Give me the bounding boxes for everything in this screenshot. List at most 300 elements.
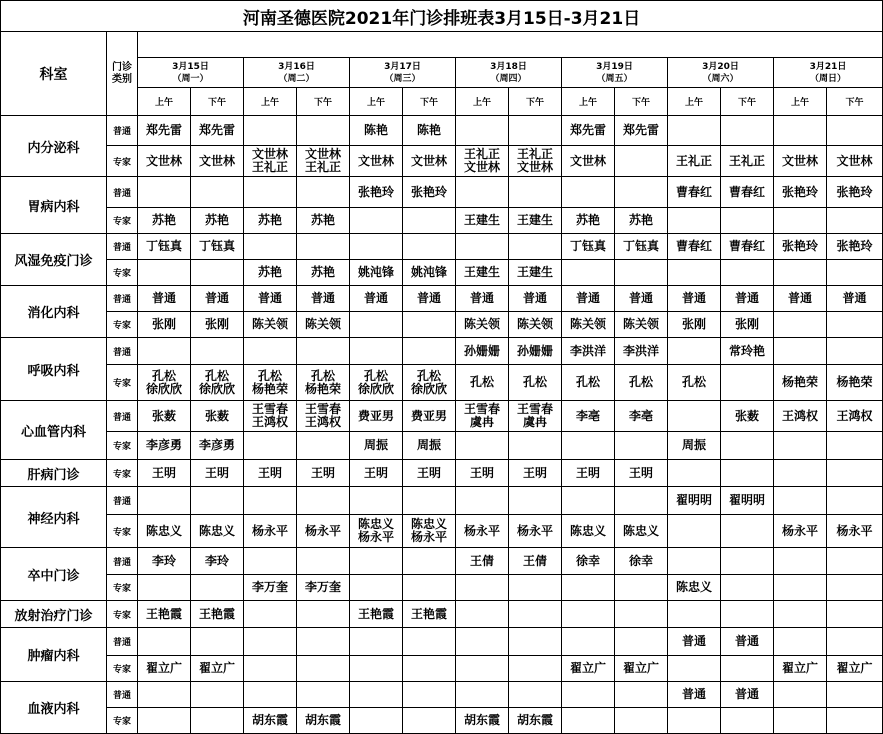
schedule-cell: 陈忠义 xyxy=(562,515,615,548)
schedule-cell xyxy=(191,708,244,734)
schedule-cell xyxy=(403,656,456,682)
schedule-cell: 孔松 xyxy=(562,365,615,401)
schedule-cell: 陈关领 xyxy=(562,312,615,338)
schedule-cell xyxy=(668,208,721,234)
schedule-cell xyxy=(668,601,721,628)
schedule-cell xyxy=(456,656,509,682)
schedule-cell xyxy=(615,601,668,628)
schedule-cell xyxy=(191,260,244,286)
schedule-cell xyxy=(191,487,244,515)
clinic-type: 普通 xyxy=(107,487,138,515)
schedule-cell xyxy=(403,312,456,338)
schedule-cell: 孔松 徐欣欣 xyxy=(191,365,244,401)
schedule-cell: 王礼正 文世林 xyxy=(509,146,562,177)
schedule-cell xyxy=(615,177,668,208)
schedule-cell xyxy=(244,628,297,656)
schedule-cell xyxy=(827,548,883,575)
table-row xyxy=(1,401,883,432)
schedule-cell: 张艳玲 xyxy=(774,177,827,208)
schedule-cell: 张刚 xyxy=(191,312,244,338)
schedule-cell xyxy=(562,601,615,628)
pm-header: 下午 xyxy=(827,88,883,116)
schedule-cell xyxy=(138,575,191,601)
schedule-cell xyxy=(562,628,615,656)
schedule-cell xyxy=(615,575,668,601)
department-name: 肿瘤内科 xyxy=(1,628,107,682)
schedule-cell: 孙姗姗 xyxy=(456,338,509,365)
schedule-cell xyxy=(244,234,297,260)
schedule-cell xyxy=(244,682,297,708)
clinic-type: 专家 xyxy=(107,656,138,682)
schedule-cell xyxy=(509,601,562,628)
schedule-cell: 王雪春 虞冉 xyxy=(456,401,509,432)
schedule-cell xyxy=(509,116,562,146)
schedule-cell xyxy=(191,575,244,601)
day-weekday: （周日） xyxy=(810,73,847,84)
schedule-cell: 杨永平 xyxy=(827,515,883,548)
schedule-cell: 王建生 xyxy=(509,260,562,286)
schedule-cell: 胡东霞 xyxy=(297,708,350,734)
schedule-cell: 苏艳 xyxy=(244,260,297,286)
table-row xyxy=(1,515,883,548)
schedule-cell: 苏艳 xyxy=(615,208,668,234)
schedule-cell xyxy=(297,656,350,682)
schedule-cell xyxy=(350,575,403,601)
schedule-cell xyxy=(191,682,244,708)
schedule-cell: 苏艳 xyxy=(297,260,350,286)
schedule-cell: 丁钰真 xyxy=(191,234,244,260)
am-header: 上午 xyxy=(456,88,509,116)
schedule-cell xyxy=(721,116,774,146)
schedule-cell: 陈忠义 xyxy=(615,515,668,548)
schedule-cell: 李洪洋 xyxy=(615,338,668,365)
schedule-cell: 李亳 xyxy=(615,401,668,432)
schedule-cell xyxy=(244,656,297,682)
schedule-cell: 张艳玲 xyxy=(774,234,827,260)
table-row xyxy=(1,312,883,338)
schedule-cell xyxy=(827,487,883,515)
schedule-cell xyxy=(297,338,350,365)
schedule-cell: 文世林 xyxy=(138,146,191,177)
schedule-cell: 王艳霞 xyxy=(350,601,403,628)
schedule-cell xyxy=(244,487,297,515)
department-name: 心血管内科 xyxy=(1,401,107,460)
department-name: 肝病门诊 xyxy=(1,460,107,487)
schedule-cell: 普通 xyxy=(721,286,774,312)
schedule-cell xyxy=(668,548,721,575)
schedule-cell xyxy=(297,601,350,628)
day-weekday: （周一） xyxy=(172,73,209,84)
schedule-cell xyxy=(456,628,509,656)
schedule-cell xyxy=(509,628,562,656)
clinic-type: 专家 xyxy=(107,260,138,286)
table-row xyxy=(1,601,883,628)
schedule-cell: 王艳霞 xyxy=(138,601,191,628)
table-row xyxy=(1,208,883,234)
table-row xyxy=(1,487,883,515)
schedule-cell: 陈艳 xyxy=(403,116,456,146)
schedule-cell: 王明 xyxy=(456,460,509,487)
am-header: 上午 xyxy=(138,88,191,116)
schedule-cell: 普通 xyxy=(350,286,403,312)
clinic-type: 专家 xyxy=(107,208,138,234)
schedule-cell xyxy=(774,432,827,460)
schedule-cell: 张薮 xyxy=(191,401,244,432)
schedule-cell xyxy=(774,487,827,515)
schedule-cell xyxy=(774,682,827,708)
schedule-cell: 杨永平 xyxy=(456,515,509,548)
schedule-cell xyxy=(721,515,774,548)
schedule-cell: 孔松 徐欣欣 xyxy=(350,365,403,401)
schedule-cell: 苏艳 xyxy=(297,208,350,234)
header-spacer xyxy=(138,32,883,58)
schedule-cell xyxy=(350,682,403,708)
clinic-type: 普通 xyxy=(107,286,138,312)
schedule-cell xyxy=(244,601,297,628)
schedule-cell xyxy=(721,548,774,575)
schedule-cell: 翟立广 xyxy=(191,656,244,682)
schedule-cell xyxy=(403,628,456,656)
clinic-type: 普通 xyxy=(107,116,138,146)
schedule-cell xyxy=(668,656,721,682)
schedule-cell: 孔松 徐欣欣 xyxy=(403,365,456,401)
day-weekday: （周四） xyxy=(490,73,527,84)
schedule-cell xyxy=(562,177,615,208)
schedule-cell xyxy=(668,708,721,734)
schedule-cell xyxy=(456,682,509,708)
table-row xyxy=(1,575,883,601)
schedule-cell xyxy=(562,487,615,515)
schedule-cell: 孔松 xyxy=(668,365,721,401)
schedule-cell: 胡东霞 xyxy=(244,708,297,734)
schedule-cell: 李亳 xyxy=(562,401,615,432)
schedule-cell: 王艳霞 xyxy=(403,601,456,628)
day-weekday: （周三） xyxy=(384,73,421,84)
schedule-cell: 孔松 xyxy=(456,365,509,401)
schedule-cell xyxy=(774,208,827,234)
schedule-cell xyxy=(615,260,668,286)
day-header xyxy=(668,58,774,88)
schedule-cell: 苏艳 xyxy=(244,208,297,234)
schedule-cell xyxy=(350,234,403,260)
schedule-cell xyxy=(721,208,774,234)
schedule-cell: 郑先雷 xyxy=(562,116,615,146)
schedule-cell xyxy=(827,432,883,460)
day-header xyxy=(350,58,456,88)
schedule-cell: 翟明明 xyxy=(721,487,774,515)
table-row xyxy=(1,234,883,260)
schedule-cell: 张艳玲 xyxy=(350,177,403,208)
schedule-cell: 文世林 xyxy=(774,146,827,177)
schedule-cell xyxy=(509,487,562,515)
day-weekday: （周二） xyxy=(278,73,315,84)
clinic-type: 专家 xyxy=(107,708,138,734)
schedule-cell: 王鸿权 xyxy=(827,401,883,432)
schedule-cell xyxy=(774,548,827,575)
schedule-cell xyxy=(350,487,403,515)
schedule-cell xyxy=(827,312,883,338)
table-row xyxy=(1,460,883,487)
schedule-cell: 李玲 xyxy=(191,548,244,575)
schedule-cell: 李彦勇 xyxy=(138,432,191,460)
schedule-cell: 常玲艳 xyxy=(721,338,774,365)
schedule-cell: 费亚男 xyxy=(350,401,403,432)
schedule-cell: 孔松 杨艳荣 xyxy=(244,365,297,401)
schedule-cell xyxy=(827,116,883,146)
schedule-cell: 杨艳荣 xyxy=(827,365,883,401)
schedule-cell xyxy=(721,432,774,460)
table-row xyxy=(1,177,883,208)
table-row xyxy=(1,708,883,734)
schedule-cell xyxy=(350,628,403,656)
schedule-cell xyxy=(456,234,509,260)
schedule-cell: 陈关领 xyxy=(615,312,668,338)
clinic-type: 普通 xyxy=(107,234,138,260)
table-row xyxy=(1,116,883,146)
schedule-cell: 普通 xyxy=(138,286,191,312)
schedule-cell: 张刚 xyxy=(721,312,774,338)
schedule-cell xyxy=(721,575,774,601)
schedule-cell xyxy=(403,575,456,601)
schedule-cell: 王建生 xyxy=(456,208,509,234)
schedule-cell xyxy=(509,575,562,601)
department-name: 内分泌科 xyxy=(1,116,107,177)
schedule-cell: 李万奎 xyxy=(297,575,350,601)
schedule-cell xyxy=(350,208,403,234)
schedule-cell: 张刚 xyxy=(138,312,191,338)
am-header: 上午 xyxy=(244,88,297,116)
schedule-cell: 文世林 王礼正 xyxy=(244,146,297,177)
schedule-cell xyxy=(403,208,456,234)
schedule-cell xyxy=(721,365,774,401)
schedule-cell xyxy=(403,234,456,260)
schedule-cell xyxy=(138,682,191,708)
schedule-cell: 翟立广 xyxy=(138,656,191,682)
schedule-cell xyxy=(774,312,827,338)
table-row xyxy=(1,365,883,401)
schedule-cell xyxy=(191,628,244,656)
schedule-cell: 郑先雷 xyxy=(138,116,191,146)
schedule-cell: 普通 xyxy=(297,286,350,312)
schedule-cell: 陈关领 xyxy=(244,312,297,338)
schedule-cell xyxy=(562,682,615,708)
schedule-cell: 王明 xyxy=(138,460,191,487)
schedule-cell: 孔松 徐欣欣 xyxy=(138,365,191,401)
schedule-cell: 文世林 王礼正 xyxy=(297,146,350,177)
schedule-cell xyxy=(721,708,774,734)
schedule-cell: 杨永平 xyxy=(509,515,562,548)
schedule-cell: 王建生 xyxy=(456,260,509,286)
schedule-cell: 王雪春 王鸿权 xyxy=(244,401,297,432)
schedule-cell: 周振 xyxy=(350,432,403,460)
schedule-cell xyxy=(138,708,191,734)
pm-header: 下午 xyxy=(403,88,456,116)
day-header xyxy=(244,58,350,88)
pm-header: 下午 xyxy=(615,88,668,116)
clinic-type: 专家 xyxy=(107,575,138,601)
schedule-cell: 郑先雷 xyxy=(191,116,244,146)
schedule-cell: 王雪春 虞冉 xyxy=(509,401,562,432)
schedule-cell: 李洪洋 xyxy=(562,338,615,365)
clinic-type: 专家 xyxy=(107,365,138,401)
schedule-cell xyxy=(350,548,403,575)
schedule-cell xyxy=(297,116,350,146)
schedule-cell: 普通 xyxy=(774,286,827,312)
table-row xyxy=(1,338,883,365)
schedule-cell: 费亚男 xyxy=(403,401,456,432)
schedule-cell: 王明 xyxy=(244,460,297,487)
schedule-cell xyxy=(615,708,668,734)
day-date: 3月17日 xyxy=(384,61,421,72)
schedule-cell xyxy=(827,460,883,487)
clinic-type: 普通 xyxy=(107,628,138,656)
schedule-cell: 普通 xyxy=(562,286,615,312)
schedule-cell xyxy=(509,177,562,208)
schedule-cell: 陈忠义 xyxy=(191,515,244,548)
schedule-cell: 王鸿权 xyxy=(774,401,827,432)
schedule-cell xyxy=(721,260,774,286)
schedule-cell xyxy=(297,548,350,575)
schedule-cell: 苏艳 xyxy=(562,208,615,234)
schedule-cell: 翟立广 xyxy=(774,656,827,682)
clinic-type: 专家 xyxy=(107,601,138,628)
schedule-cell xyxy=(668,401,721,432)
schedule-cell xyxy=(191,177,244,208)
schedule-cell xyxy=(615,432,668,460)
schedule-cell xyxy=(456,432,509,460)
schedule-cell: 普通 xyxy=(668,628,721,656)
schedule-cell: 文世林 xyxy=(562,146,615,177)
schedule-cell: 普通 xyxy=(244,286,297,312)
schedule-cell xyxy=(827,682,883,708)
schedule-cell: 徐幸 xyxy=(562,548,615,575)
schedule-cell xyxy=(297,487,350,515)
schedule-cell: 文世林 xyxy=(191,146,244,177)
schedule-cell xyxy=(827,260,883,286)
schedule-cell xyxy=(774,260,827,286)
day-weekday: （周六） xyxy=(702,73,739,84)
schedule-cell xyxy=(138,487,191,515)
type-header-line1: 门诊 xyxy=(112,61,132,73)
schedule-cell: 王明 xyxy=(615,460,668,487)
schedule-cell xyxy=(562,260,615,286)
clinic-type: 普通 xyxy=(107,682,138,708)
schedule-cell: 陈艳 xyxy=(350,116,403,146)
schedule-cell: 文世林 xyxy=(827,146,883,177)
table-row xyxy=(1,146,883,177)
schedule-cell: 陈忠义 xyxy=(138,515,191,548)
schedule-cell: 胡东霞 xyxy=(509,708,562,734)
clinic-type: 专家 xyxy=(107,312,138,338)
schedule-cell xyxy=(138,338,191,365)
schedule-cell: 文世林 xyxy=(350,146,403,177)
schedule-cell: 王倩 xyxy=(456,548,509,575)
schedule-cell: 陈忠义 杨永平 xyxy=(403,515,456,548)
schedule-cell: 孙姗姗 xyxy=(509,338,562,365)
type-column-header xyxy=(107,32,138,116)
schedule-cell: 李彦勇 xyxy=(191,432,244,460)
schedule-cell: 李玲 xyxy=(138,548,191,575)
pm-header: 下午 xyxy=(721,88,774,116)
schedule-cell xyxy=(244,338,297,365)
type-header-line2: 类别 xyxy=(112,73,132,85)
schedule-cell xyxy=(615,682,668,708)
schedule-cell xyxy=(721,601,774,628)
schedule-cell xyxy=(456,177,509,208)
clinic-type: 普通 xyxy=(107,401,138,432)
schedule-cell xyxy=(350,656,403,682)
schedule-cell: 陈关领 xyxy=(509,312,562,338)
clinic-type: 专家 xyxy=(107,460,138,487)
schedule-cell xyxy=(774,708,827,734)
schedule-cell xyxy=(827,208,883,234)
schedule-cell xyxy=(774,628,827,656)
schedule-cell xyxy=(615,146,668,177)
schedule-cell: 王明 xyxy=(297,460,350,487)
schedule-cell: 王明 xyxy=(562,460,615,487)
schedule-cell xyxy=(827,708,883,734)
schedule-cell: 孔松 xyxy=(615,365,668,401)
schedule-cell: 张薮 xyxy=(138,401,191,432)
day-header xyxy=(774,58,883,88)
schedule-cell xyxy=(297,234,350,260)
schedule-cell xyxy=(244,432,297,460)
day-date: 3月16日 xyxy=(278,61,315,72)
table-row xyxy=(1,260,883,286)
schedule-cell xyxy=(668,515,721,548)
day-date: 3月15日 xyxy=(172,61,209,72)
schedule-cell: 姚沌锋 xyxy=(350,260,403,286)
schedule-cell xyxy=(774,460,827,487)
schedule-cell xyxy=(191,338,244,365)
schedule-cell: 普通 xyxy=(721,682,774,708)
schedule-cell xyxy=(350,338,403,365)
schedule-cell xyxy=(403,338,456,365)
schedule-cell: 曹春红 xyxy=(721,177,774,208)
schedule-cell: 杨艳荣 xyxy=(774,365,827,401)
schedule-cell xyxy=(774,116,827,146)
schedule-cell xyxy=(827,338,883,365)
schedule-cell: 陈忠义 xyxy=(668,575,721,601)
schedule-cell: 翟立广 xyxy=(562,656,615,682)
schedule-cell xyxy=(297,682,350,708)
schedule-cell: 张艳玲 xyxy=(827,234,883,260)
schedule-cell: 徐幸 xyxy=(615,548,668,575)
schedule-cell: 王明 xyxy=(509,460,562,487)
schedule-cell xyxy=(668,460,721,487)
schedule-cell: 普通 xyxy=(191,286,244,312)
schedule-cell: 丁钰真 xyxy=(138,234,191,260)
am-header: 上午 xyxy=(350,88,403,116)
schedule-cell xyxy=(244,116,297,146)
schedule-cell: 王礼正 xyxy=(721,146,774,177)
pm-header: 下午 xyxy=(297,88,350,116)
table-row xyxy=(1,656,883,682)
clinic-type: 普通 xyxy=(107,177,138,208)
schedule-cell: 杨永平 xyxy=(297,515,350,548)
schedule-cell xyxy=(403,708,456,734)
department-name: 呼吸内科 xyxy=(1,338,107,401)
schedule-cell xyxy=(668,260,721,286)
schedule-cell xyxy=(562,708,615,734)
schedule-cell xyxy=(774,601,827,628)
schedule-cell xyxy=(297,177,350,208)
schedule-cell: 陈忠义 杨永平 xyxy=(350,515,403,548)
department-name: 卒中门诊 xyxy=(1,548,107,601)
schedule-cell: 王明 xyxy=(350,460,403,487)
schedule-cell xyxy=(456,116,509,146)
schedule-cell: 曹春红 xyxy=(668,177,721,208)
